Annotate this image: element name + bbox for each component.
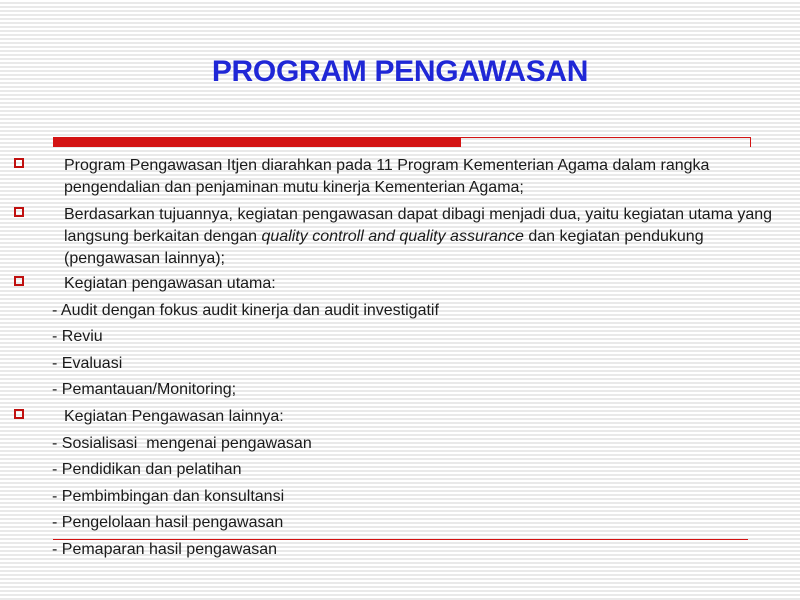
bullet-text: Program Pengawasan Itjen diarahkan pada 11 Program Kementerian Agama dalam rangka pengendalian dan penjaminan mutu kinerja Kementerian Agama; [64, 157, 710, 196]
slide-title: PROGRAM PENGAWASAN [211, 55, 589, 88]
bullet-text-part: dan kegiatan pendukung (pengawasan lainnya); [64, 228, 704, 267]
sub-item-reviu: - Reviu [52, 328, 103, 345]
bullet-text [64, 204, 788, 270]
square-bullet-icon [14, 409, 24, 419]
square-bullet-icon [14, 158, 24, 168]
bullet-text-emphasis: quality controll and quality assurance [261, 228, 524, 245]
bullet-text: Kegiatan Pengawasan lainnya: [64, 408, 284, 425]
bullet-text: Kegiatan pengawasan utama: [64, 275, 276, 292]
sub-item-pemantauan: - Pemantauan/Monitoring; [52, 381, 237, 398]
bullet-text-part: Berdasarkan tujuannya, kegiatan pengawasan dapat dibagi menjadi dua, yaitu kegiatan utama yang langsung berkaitan dengan [64, 206, 773, 245]
sub-item-pengelolaan: - Pengelolaan hasil pengawasan [52, 514, 284, 531]
sub-item-evaluasi: - Evaluasi [52, 355, 123, 372]
sub-item-sosialisasi: - Sosialisasi mengenai pengawasan [52, 435, 312, 452]
sub-item-pendidikan: - Pendidikan dan pelatihan [52, 461, 242, 478]
sub-item-pembimbingan: - Pembimbingan dan konsultansi [52, 488, 285, 505]
sub-item-audit: - Audit dengan fokus audit kinerja dan audit investigatif [52, 302, 439, 319]
square-bullet-icon [14, 207, 24, 217]
square-bullet-icon [14, 276, 24, 286]
footer-divider-line [53, 539, 748, 540]
sub-item-pemaparan: - Pemaparan hasil pengawasan [52, 541, 278, 558]
